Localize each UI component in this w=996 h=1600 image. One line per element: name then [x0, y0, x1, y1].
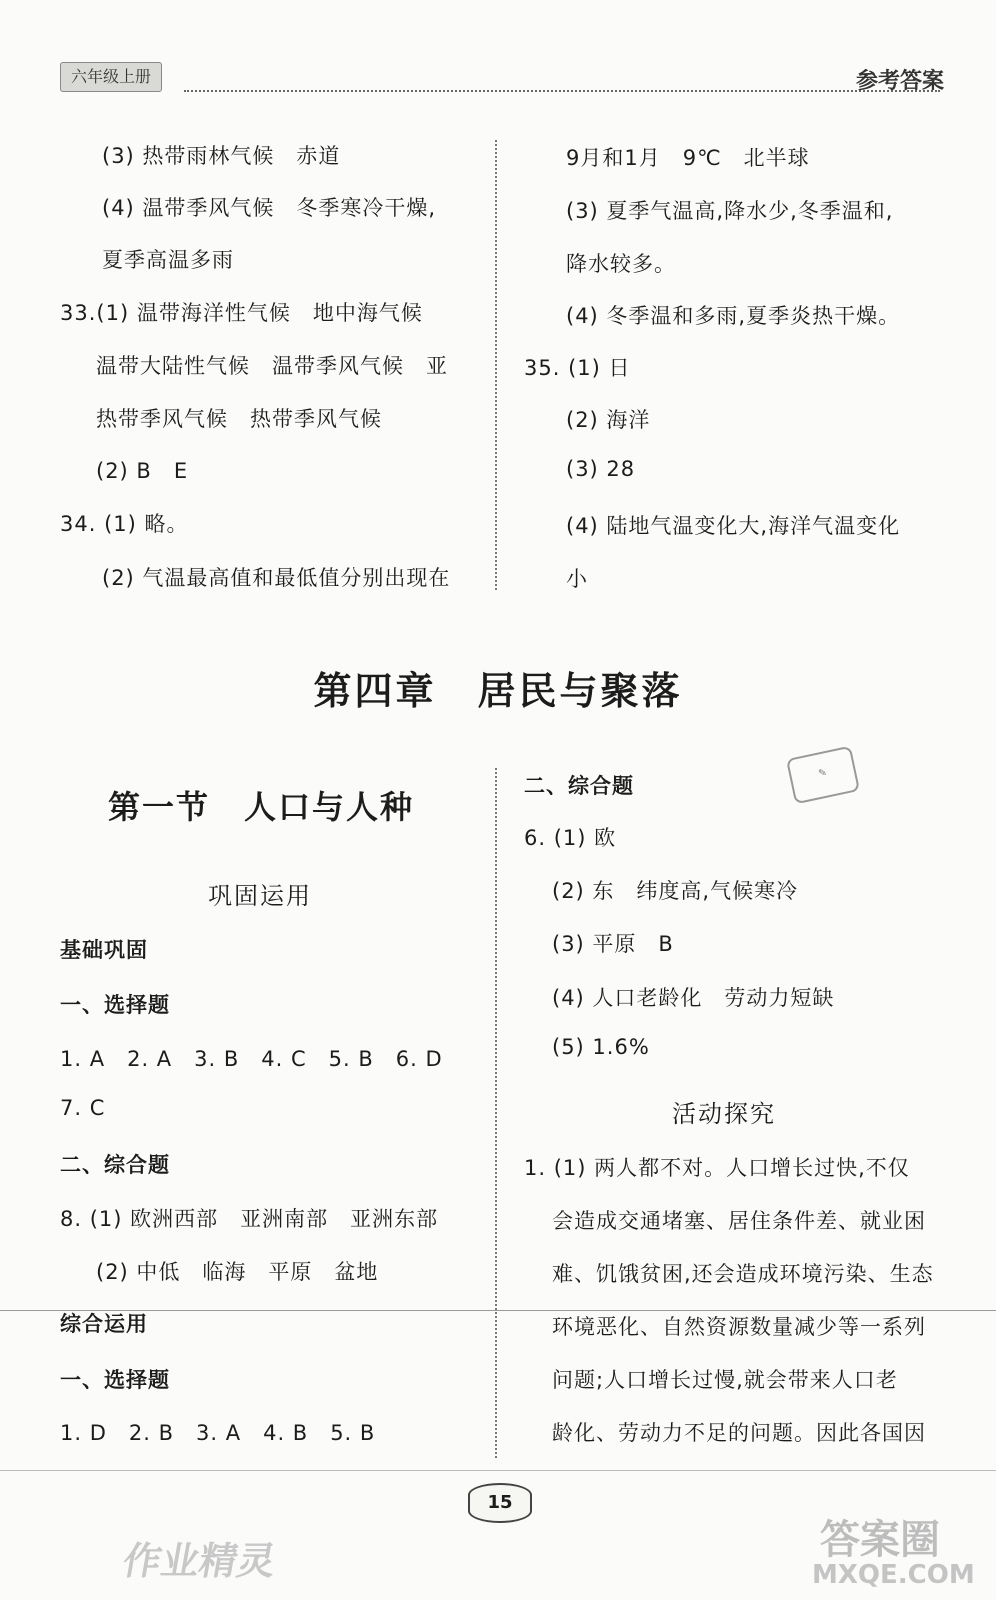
- answer-line: (4) 陆地气温变化大,海洋气温变化: [566, 514, 901, 538]
- answer-line: 35. (1) 日: [524, 356, 631, 380]
- answer-line: (2) B E: [96, 459, 189, 483]
- chapter-title: 第四章 居民与聚落: [313, 669, 683, 713]
- heading-line: 基础巩固: [60, 938, 148, 962]
- answer-line: (3) 夏季气温高,降水少,冬季温和,: [566, 199, 894, 223]
- answer-line: 难、饥饿贫困,还会造成环境污染、生态: [552, 1262, 934, 1286]
- answer-line: 33.(1) 温带海洋性气候 地中海气候: [60, 301, 423, 325]
- watermark-url: MXQE.COM: [812, 1560, 975, 1590]
- answer-line: 7. C: [60, 1096, 106, 1120]
- answer-line: (4) 冬季温和多雨,夏季炎热干燥。: [566, 304, 901, 328]
- answer-line: 6. (1) 欧: [524, 826, 617, 850]
- answer-line: (2) 气温最高值和最低值分别出现在: [102, 566, 451, 590]
- answer-line: (4) 人口老龄化 劳动力短缺: [552, 986, 835, 1010]
- answer-line: 问题;人口增长过慢,就会带来人口老: [552, 1368, 898, 1392]
- answer-line: 1. (1) 两人都不对。人口增长过快,不仅: [524, 1156, 910, 1180]
- answer-line: 热带季风气候 热带季风气候: [96, 407, 382, 431]
- answer-line: 龄化、劳动力不足的问题。因此各国因: [552, 1421, 926, 1445]
- answer-line: 降水较多。: [566, 252, 676, 276]
- watermark-logo: 答案圈: [820, 1517, 940, 1563]
- answer-line: 环境恶化、自然资源数量减少等一系列: [552, 1315, 926, 1339]
- answer-line: (2) 中低 临海 平原 盆地: [96, 1260, 379, 1284]
- answer-line: (3) 28: [566, 457, 636, 481]
- heading-line: 二、综合题: [60, 1153, 170, 1177]
- heading-line: 二、综合题: [524, 774, 634, 798]
- answer-line: 1. A 2. A 3. B 4. C 5. B 6. D: [60, 1047, 443, 1071]
- answer-line: (2) 东 纬度高,气候寒冷: [552, 879, 799, 903]
- answer-line: 小: [566, 567, 588, 591]
- answer-line: (4) 温带季风气候 冬季寒冷干燥,: [102, 196, 437, 220]
- header-divider: [184, 90, 940, 92]
- column-divider-top: [495, 140, 497, 590]
- page-header-title: 参考答案: [856, 69, 945, 94]
- stamp-icon: ✎: [786, 746, 860, 805]
- answer-line: 1. D 2. B 3. A 4. B 5. B: [60, 1421, 376, 1445]
- answer-line: 8. (1) 欧洲西部 亚洲南部 亚洲东部: [60, 1207, 439, 1231]
- subsection-title: 活动探究: [672, 1100, 776, 1128]
- answer-line: (3) 热带雨林气候 赤道: [102, 144, 341, 168]
- answer-line: 夏季高温多雨: [102, 248, 234, 272]
- scan-rule: [0, 1310, 996, 1311]
- watermark-left: 作业精灵: [119, 1539, 280, 1583]
- answer-line: (3) 平原 B: [552, 932, 674, 956]
- heading-line: 综合运用: [60, 1312, 148, 1336]
- column-divider-bottom: [495, 768, 497, 1458]
- answer-line: 34. (1) 略。: [60, 512, 189, 536]
- answer-line: 会造成交通堵塞、居住条件差、就业困: [552, 1209, 926, 1233]
- answer-line: 9月和1月 9℃ 北半球: [566, 146, 810, 170]
- answer-line: 温带大陆性气候 温带季风气候 亚: [96, 354, 448, 378]
- heading-line: 一、选择题: [60, 993, 170, 1017]
- grade-label: 六年级上册: [60, 62, 162, 92]
- subsection-title: 巩固运用: [208, 882, 312, 910]
- heading-line: 一、选择题: [60, 1368, 170, 1392]
- page-number: 15: [468, 1483, 532, 1523]
- footer-rule: [0, 1470, 996, 1471]
- answer-line: (2) 海洋: [566, 408, 651, 432]
- answer-line: (5) 1.6%: [552, 1035, 650, 1059]
- section-title: 第一节 人口与人种: [108, 788, 415, 826]
